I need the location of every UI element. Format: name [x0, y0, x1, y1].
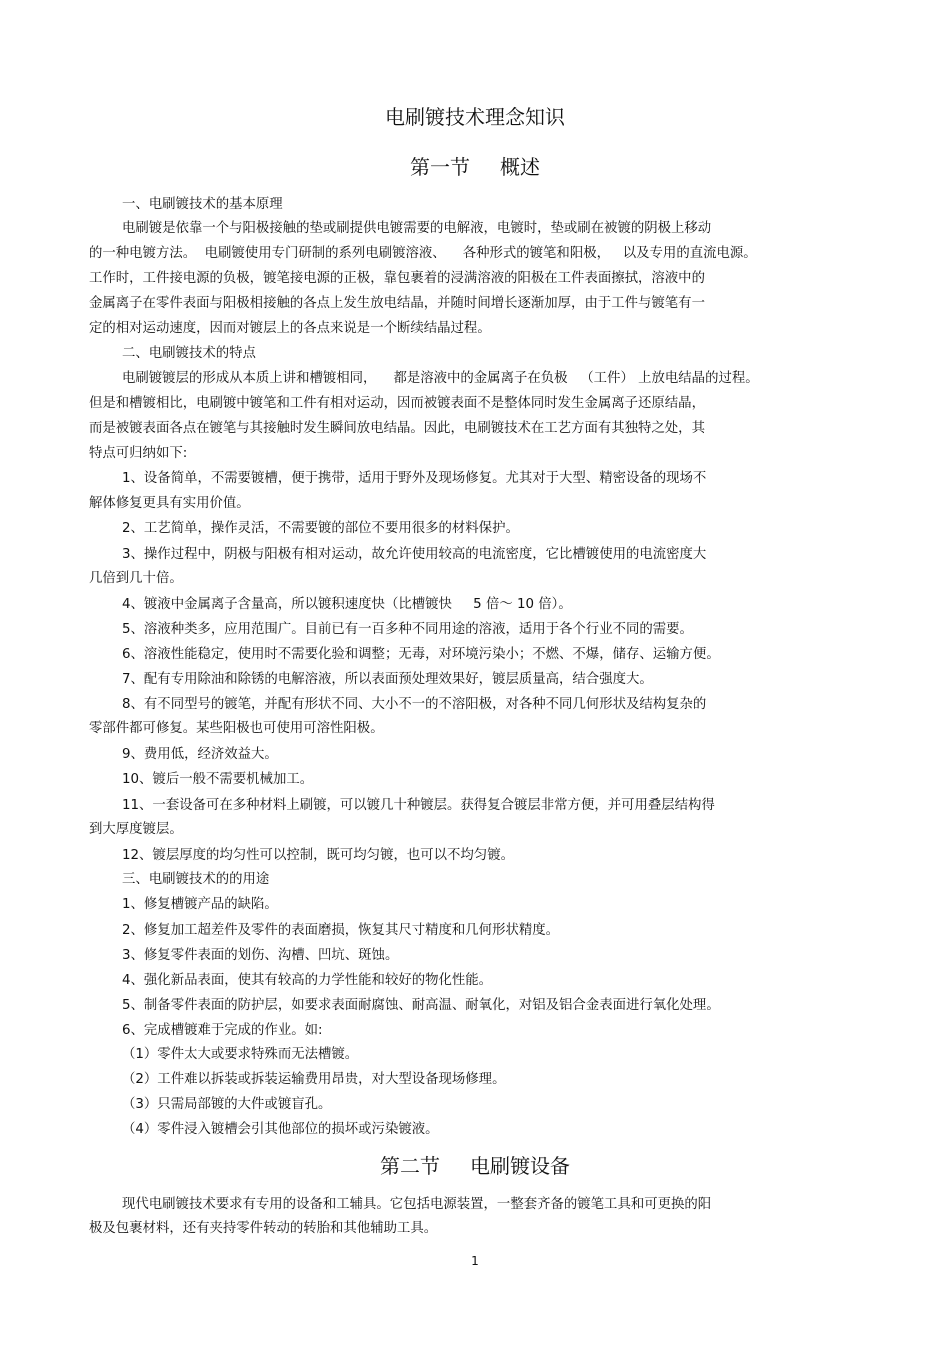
list-item-continuation: 几倍到几十倍。: [89, 571, 183, 586]
sub-list-item: （3）只需局部镀的大件或镀盲孔。: [122, 1097, 332, 1112]
list-item: 9、费用低，经济效益大。: [122, 747, 278, 762]
paragraph-line: 的一种电镀方法。 电刷镀使用专门研制的系列电刷镀溶液、 各种形式的镀笔和阳极， 以及专用的直流电源。: [89, 246, 757, 261]
paragraph-line: 极及包裹材料，还有夹持零件转动的转胎和其他辅助工具。: [89, 1221, 438, 1236]
list-item-continuation: 解体修复更具有实用价值。: [89, 496, 250, 511]
subheading: 三、电刷镀技术的的用途: [122, 872, 270, 887]
paragraph-line: 而是被镀表面各点在镀笔与其接触时发生瞬间放电结晶。因此，电刷镀技术在工艺方面有其独特之处，其: [89, 421, 705, 436]
sub-list-item: （1）零件太大或要求特殊而无法槽镀。: [122, 1047, 359, 1062]
paragraph-line: 定的相对运动速度，因而对镀层上的各点来说是一个断续结晶过程。: [89, 321, 491, 336]
list-item: 2、修复加工超差件及零件的表面磨损，恢复其尺寸精度和几何形状精度。: [122, 923, 560, 938]
list-item-continuation: 零部件都可修复。某些阳极也可使用可溶性阳极。: [89, 721, 384, 736]
paragraph-line: 金属离子在零件表面与阳极相接触的各点上发生放电结晶，并随时间增长逐渐加厚，由于工件与镀笔有一: [89, 296, 705, 311]
document-title: 电刷镀技术理念知识: [385, 105, 565, 129]
section-name: 电刷镀设备: [470, 1154, 570, 1178]
list-item-continuation: 到大厚度镀层。: [89, 822, 183, 837]
list-item: 6、溶液性能稳定，使用时不需要化验和调整；无毒，对环境污染小；不燃、不爆，储存、运输方便。: [122, 647, 720, 662]
subheading: 一、电刷镀技术的基本原理: [122, 197, 283, 212]
sub-list-item: （4）零件浸入镀槽会引其他部位的损坏或污染镀液。: [122, 1122, 439, 1137]
paragraph-line: 工作时，工件接电源的负极，镀笔接电源的正极，靠包裹着的浸满溶液的阳极在工件表面擦拭，溶液中的: [89, 271, 705, 286]
paragraph-line: 电刷镀镀层的形成从本质上讲和槽镀相同， 都是溶液中的金属离子在负极 （工件） 上放电结晶的过程。: [122, 371, 759, 386]
paragraph-line: 但是和槽镀相比，电刷镀中镀笔和工件有相对运动，因而被镀表面不是整体同时发生金属离子还原结晶，: [89, 396, 705, 411]
subheading: 二、电刷镀技术的特点: [122, 346, 256, 361]
list-item: 5、制备零件表面的防护层，如要求表面耐腐蚀、耐高温、耐氧化，对铝及铝合金表面进行氧化处理。: [122, 998, 720, 1013]
list-item: 4、镀液中金属离子含量高，所以镀积速度快（比槽镀快 5 倍～ 10 倍）。: [122, 597, 572, 612]
list-item: 1、设备简单，不需要镀槽，便于携带，适用于野外及现场修复。尤其对于大型、精密设备的现场不: [122, 471, 707, 486]
list-item: 1、修复槽镀产品的缺陷。: [122, 897, 278, 912]
sub-list-item: （2）工件难以拆装或拆装运输费用昂贵，对大型设备现场修理。: [122, 1072, 506, 1087]
list-item: 7、配有专用除油和除锈的电解溶液，所以表面预处理效果好，镀层质量高，结合强度大。: [122, 672, 653, 687]
list-item: 8、有不同型号的镀笔，并配有形状不同、大小不一的不溶阳极，对各种不同几何形状及结构复杂的: [122, 697, 707, 712]
list-item: 3、修复零件表面的划伤、沟槽、凹坑、斑蚀。: [122, 948, 399, 963]
paragraph-line: 电刷镀是依靠一个与阳极接触的垫或刷提供电镀需要的电解液，电镀时，垫或刷在被镀的阴极上移动: [122, 221, 712, 236]
section-name: 概述: [500, 155, 540, 179]
list-item: 4、强化新品表面，使其有较高的力学性能和较好的物化性能。: [122, 973, 493, 988]
list-item: 12、镀层厚度的均匀性可以控制，既可均匀镀，也可以不均匀镀。: [122, 848, 514, 863]
section-number: 第二节: [380, 1154, 440, 1178]
list-item: 6、完成槽镀难于完成的作业。如:: [122, 1023, 323, 1038]
paragraph-line: 现代电刷镀技术要求有专用的设备和工辅具。它包括电源装置，一整套齐备的镀笔工具和可更换的阳: [122, 1197, 712, 1212]
list-item: 2、工艺简单，操作灵活，不需要镀的部位不要用很多的材料保护。: [122, 521, 519, 536]
list-item: 3、操作过程中，阴极与阳极有相对运动，故允许使用较高的电流密度，它比槽镀使用的电流密度大: [122, 547, 707, 562]
list-item: 10、镀后一般不需要机械加工。: [122, 772, 314, 787]
paragraph-line: 特点可归纳如下:: [89, 446, 188, 461]
page-number: 1: [471, 1254, 479, 1268]
list-item: 11、一套设备可在多种材料上刷镀，可以镀几十种镀层。获得复合镀层非常方便，并可用叠层结构得: [122, 798, 715, 813]
section-number: 第一节: [410, 155, 470, 179]
section-heading-2: [0, 1153, 950, 1179]
section-heading-1: [0, 154, 950, 180]
list-item: 5、溶液种类多，应用范围广。目前已有一百多种不同用途的溶液，适用于各个行业不同的需要。: [122, 622, 693, 637]
